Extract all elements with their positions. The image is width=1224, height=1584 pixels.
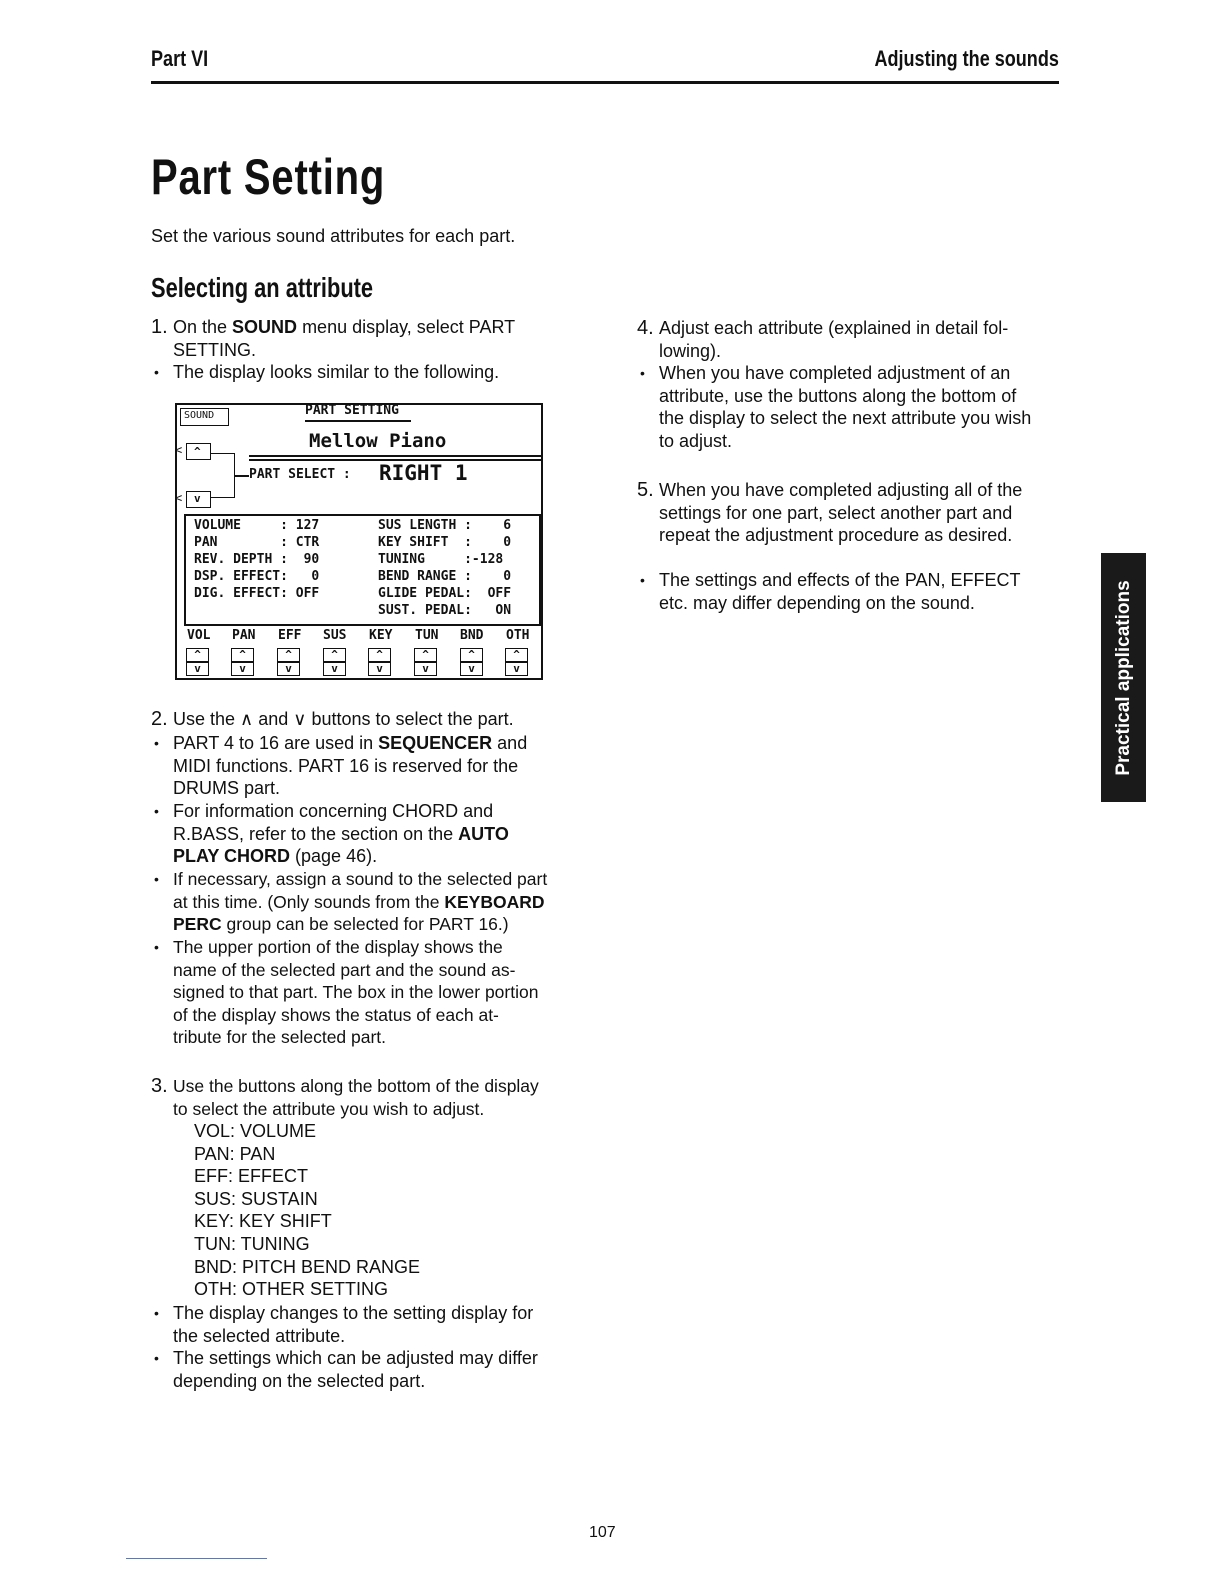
bullet: • [154,803,159,819]
text: Adjust each attribute (explained in detail fol- [659,318,1009,338]
step-5 [637,479,1062,547]
attribute-status-box [184,514,541,626]
text: On the [173,317,233,337]
key-updown-button [368,648,391,676]
text: The settings which can be adjusted may differ [173,1348,538,1368]
left-arrow-icon: < [175,443,183,457]
text: For information concerning CHORD and [173,801,494,821]
bullet-item [151,1347,576,1392]
text: PART 4 to 16 are used in [173,733,379,753]
text: R.BASS, refer to the section on the [173,823,459,844]
text: lowing). [659,340,722,361]
left-arrow-icon: < [175,491,183,505]
bullet-item [151,1302,576,1347]
text: MIDI functions. PART 16 is reserved for the [173,755,519,776]
bullet: • [154,735,159,751]
vol-updown-button [186,648,209,676]
up-arrow-icon: ^ [376,648,383,661]
btn-label-eff: EFF [278,628,302,643]
sus-updown-button [323,648,346,676]
text: When you have completed adjustment of an [659,363,1011,383]
up-arrow-icon: ^ [194,648,201,661]
page-number: 107 [589,1524,616,1541]
text: If necessary, assign a sound to the selected part [173,869,548,889]
bullet-item [151,361,576,384]
btn-label-tun: TUN [415,628,439,643]
text: signed to that part. The box in the lower portion [173,982,539,1003]
oth-updown-button [505,648,528,676]
step-number: 3. [151,1075,168,1097]
text: Use the buttons along the bottom of the display [173,1076,539,1096]
text: The settings and effects of the PAN, EFFECT [659,570,1021,590]
bullet-item [637,362,1062,452]
up-arrow-icon: ^ [513,648,520,661]
down-arrow-icon: v [376,662,383,675]
text: to select the attribute you wish to adjust. [173,1098,485,1119]
btn-label-bnd: BND [460,628,484,643]
footer-rule [126,1558,267,1559]
step-number: 4. [637,317,654,339]
text: buttons to select the part. [306,709,514,729]
bullet: • [640,365,645,381]
side-tab [1101,553,1146,802]
text: SETTING. [173,339,257,360]
abbreviation-list [194,1120,574,1301]
lcd-rule [249,455,541,457]
attr-row: DIG. EFFECT: OFF [194,586,320,601]
step-1 [151,316,576,361]
bold-text: SEQUENCER [378,733,493,753]
part-select-value: RIGHT 1 [379,461,468,485]
abbrev-item: KEY: KEY SHIFT [194,1211,332,1232]
down-arrow-icon: v [331,662,338,675]
down-arrow-icon: v [194,662,201,675]
sound-tag: SOUND [184,410,215,421]
lcd-sound-name: Mellow Piano [309,430,447,452]
side-tab-label: Practical applications [1112,579,1134,776]
text: of the display shows the status of each at- [173,1004,499,1025]
lcd-display [175,403,543,680]
bold-text: AUTO [458,823,509,844]
text: etc. may differ depending on the sound. [659,592,975,613]
text: depending on the selected part. [173,1370,426,1391]
bullet: • [154,364,159,380]
bracket-tick [235,475,249,477]
text: The display looks similar to the following. [173,362,500,382]
attr-row: BEND RANGE : 0 [378,569,512,584]
step-2 [151,708,576,731]
text: at this time. (Only sounds from the [173,891,445,912]
text: DRUMS part. [173,778,281,799]
header-part-label: Part VI [151,46,209,71]
step-4 [637,317,1062,362]
text: settings for one part, select another part and [659,502,1013,523]
btn-label-vol: VOL [187,628,211,643]
up-caret-icon: ∧ [240,709,254,729]
part-down-button [186,491,211,508]
tun-updown-button [414,648,437,676]
part-select-label: PART SELECT : [249,467,351,482]
lcd-header: PART SETTING [305,403,399,418]
up-arrow-icon: ^ [285,648,292,661]
bullet: • [154,1305,159,1321]
bold-text: PLAY CHORD [173,846,291,867]
abbrev-item: BND: PITCH BEND RANGE [194,1256,421,1277]
part-up-button [186,443,211,460]
text: tribute for the selected part. [173,1027,387,1048]
text: (page 46). [290,846,378,867]
bullet: • [154,939,159,955]
page-subtitle: Set the various sound attributes for each part. [151,226,516,246]
sound-tag-box [180,408,229,426]
down-arrow-icon: v [513,662,520,675]
down-arrow-icon: v [239,662,246,675]
bullet-item [637,569,1062,614]
abbrev-item: SUS: SUSTAIN [194,1188,318,1209]
header-section-label: Adjusting the sounds [874,46,1059,71]
bold-text: SOUND [232,317,298,337]
attr-row: DSP. EFFECT: 0 [194,569,320,584]
attr-row: VOLUME : 127 [194,518,320,533]
step-number: 5. [637,479,654,501]
bold-text: KEYBOARD [444,891,545,912]
attr-row: PAN : CTR [194,535,320,550]
down-caret-icon: ∨ [293,709,307,729]
page-title: Part Setting [151,149,386,205]
bullet: • [154,871,159,887]
text: The display changes to the setting display for [173,1303,534,1323]
text: When you have completed adjusting all of the [659,480,1023,500]
text: name of the selected part and the sound as- [173,959,516,980]
abbrev-item: OTH: OTHER SETTING [194,1279,389,1300]
bullet-item [151,868,576,936]
down-arrow-icon: v [285,662,292,675]
bullet-item [151,936,576,1049]
step-number: 2. [151,708,168,730]
attr-row: GLIDE PEDAL: OFF [378,586,512,601]
text: and [253,709,294,729]
text: Use the [173,709,241,729]
step-number: 1. [151,316,168,338]
up-arrow-icon: ^ [239,648,246,661]
section-title: Selecting an attribute [151,272,374,303]
attr-row: SUS LENGTH : 6 [378,518,512,533]
btn-label-key: KEY [369,628,393,643]
text: menu display, select PART [297,317,516,337]
step-3 [151,1075,576,1120]
up-arrow-icon: ^ [468,648,475,661]
down-arrow-icon: v [468,662,475,675]
pan-updown-button [231,648,254,676]
abbrev-item: PAN: PAN [194,1143,276,1164]
attr-row: SUST. PEDAL: ON [378,603,512,618]
text: attribute, use the buttons along the bottom of [659,385,1017,406]
up-arrow-icon: ^ [194,445,201,458]
lcd-header-underline [305,420,411,422]
bullet-item [151,732,576,800]
abbrev-item: VOL: VOLUME [194,1121,317,1141]
up-arrow-icon: ^ [331,648,338,661]
btn-label-sus: SUS [323,628,347,643]
btn-label-pan: PAN [232,628,256,643]
bold-text: PERC [173,914,222,935]
header-rule [151,81,1059,84]
bullet: • [154,1350,159,1366]
abbrev-item: EFF: EFFECT [194,1166,308,1187]
text: The upper portion of the display shows the [173,937,503,957]
part-select-bracket [211,453,235,498]
text: to adjust. [659,430,733,451]
text: group can be selected for PART 16.) [221,914,509,935]
bullet-item [151,800,576,868]
text: the display to select the next attribute you wish [659,408,1032,429]
down-arrow-icon: v [194,492,201,505]
text: the selected attribute. [173,1325,346,1346]
btn-label-oth: OTH [506,628,530,643]
eff-updown-button [277,648,300,676]
abbrev-item: TUN: TUNING [194,1233,310,1254]
bullet: • [640,572,645,588]
attr-row: TUNING :-128 [378,552,504,567]
attr-row: REV. DEPTH : 90 [194,552,320,567]
up-arrow-icon: ^ [422,648,429,661]
text: and [492,733,528,753]
down-arrow-icon: v [422,662,429,675]
attr-row: KEY SHIFT : 0 [378,535,512,550]
text: repeat the adjustment procedure as desired. [659,525,1013,546]
bnd-updown-button [460,648,483,676]
